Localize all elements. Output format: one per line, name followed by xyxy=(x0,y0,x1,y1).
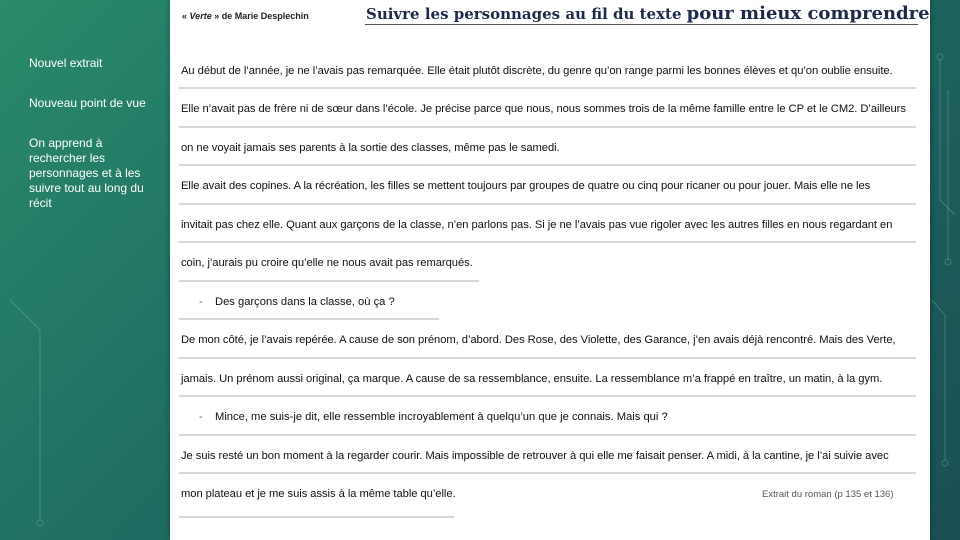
divider xyxy=(179,472,916,474)
page-title: Suivre les personnages au fil du texte pour mieux comprendre xyxy=(366,3,930,24)
text-line: Je suis resté un bon moment à la regarder courir. Mais impossible de retrouver à qui elle me faisait penser. A midi, à la cantine, je l’ai suivie avec xyxy=(181,450,889,462)
book-reference: « Verte » de Marie Desplechin xyxy=(182,11,309,21)
text-line: invitait pas chez elle. Quant aux garçons de la classe, n’en parlons pas. Si je ne l’avais pas vue rigoler avec les autres filles en nous regardant en xyxy=(181,219,893,231)
dialogue-line: - Mince, me suis-je dit, elle ressemble incroyablement à quelqu’un que je connais. Mais qui ? xyxy=(199,411,668,423)
note-new-point-of-view: Nouveau point de vue xyxy=(29,96,146,110)
divider xyxy=(179,516,454,518)
note-learning-goal: On apprend à rechercher les personnages et à les suivre tout au long du récit xyxy=(29,136,144,210)
divider xyxy=(179,241,916,243)
divider xyxy=(179,357,916,359)
divider xyxy=(179,395,916,397)
source-citation: Extrait du roman (p 135 et 136) xyxy=(762,489,894,500)
text-line: jamais. Un prénom aussi original, ça marque. A cause de sa ressemblance, ensuite. La ressemblance m’a frappé en traître, un matin, à la gym. xyxy=(181,373,883,385)
text-line: Au début de l’année, je ne l’avais pas remarquée. Elle était plutôt discrète, du genre qu’on range parmi les bonnes élèves et qu’on oublie ensuite. xyxy=(181,65,893,77)
divider xyxy=(179,164,916,166)
dialogue-line: - Des garçons dans la classe, où ça ? xyxy=(199,296,395,308)
slide-notes xyxy=(29,56,154,236)
document-page xyxy=(170,0,930,540)
divider xyxy=(179,203,916,205)
divider xyxy=(179,280,479,282)
text-line: Elle avait des copines. A la récréation, les filles se mettent toujours par groupes de quatre ou cinq pour ricaner ou pour jouer. Mais elle ne les xyxy=(181,180,871,192)
divider xyxy=(179,87,916,89)
divider xyxy=(179,126,916,128)
text-line: De mon côté, je l’avais repérée. A cause de son prénom, d’abord. Des Rose, des Violette, des Garance, j’en avais déjà rencontré. Mais des Verte, xyxy=(181,334,896,346)
text-line: mon plateau et je me suis assis à la même table qu’elle. xyxy=(181,488,456,500)
divider xyxy=(179,318,439,320)
note-new-excerpt: Nouvel extrait xyxy=(29,56,103,70)
text-line: on ne voyait jamais ses parents à la sortie des classes, même pas le samedi. xyxy=(181,142,560,154)
text-line: Elle n’avait pas de frère ni de sœur dans l’école. Je précise parce que nous, nous sommes trois de la même famille entre le CP et le CM2. D’ailleurs xyxy=(181,103,906,115)
title-underline xyxy=(365,24,918,25)
divider xyxy=(179,434,916,436)
text-line: coin, j’aurais pu croire qu’elle ne nous avait pas remarqués. xyxy=(181,257,473,269)
